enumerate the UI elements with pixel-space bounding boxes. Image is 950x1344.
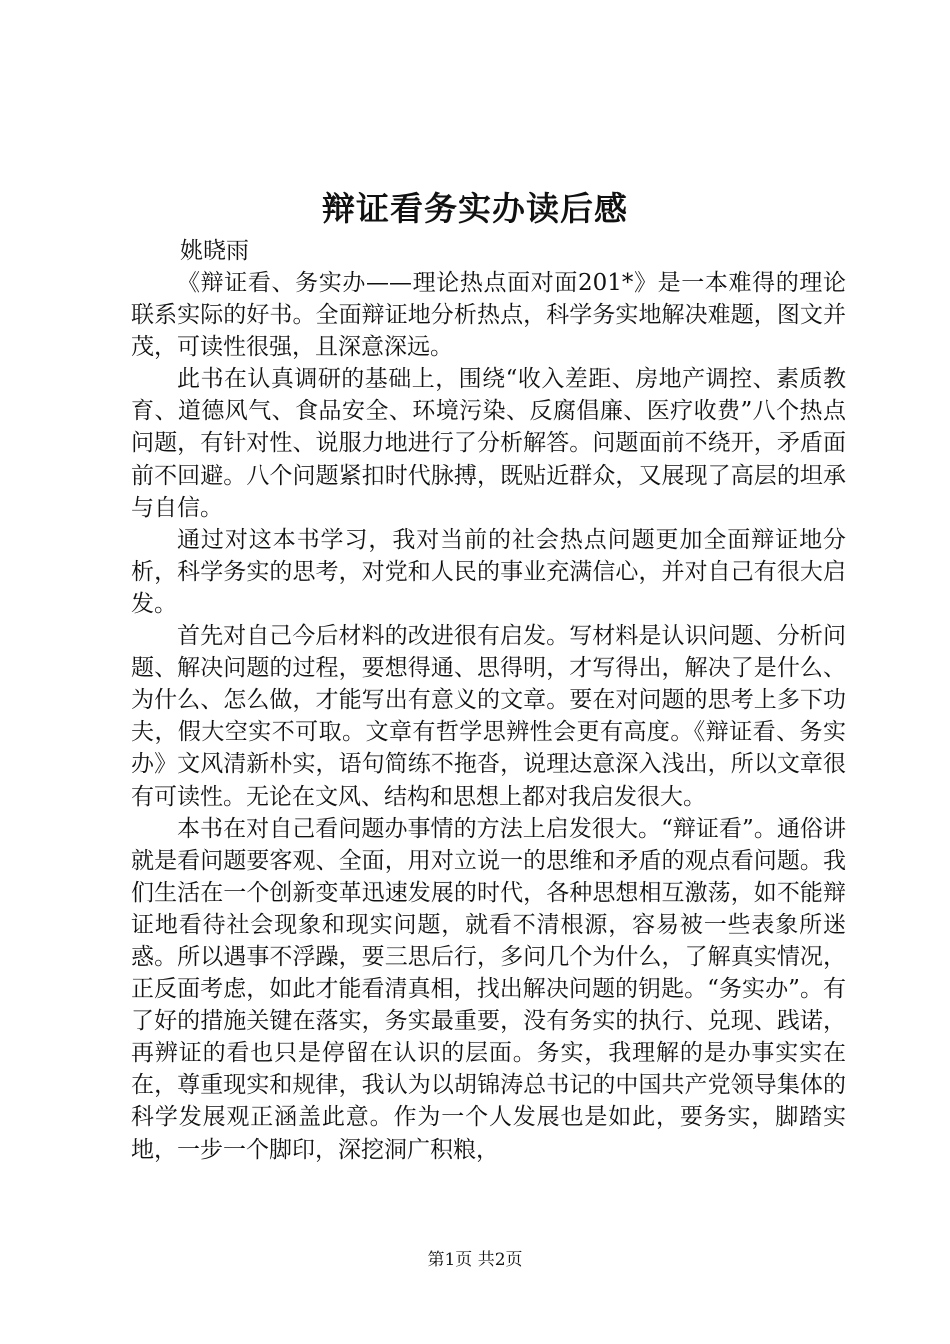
- paragraph: 通过对这本书学习，我对当前的社会热点问题更加全面辩证地分析，科学务实的思考，对党和人民的事业充满信心，并对自己有很大启发。: [131, 526, 846, 617]
- paragraph: 《辩证看、务实办——理论热点面对面201*》是一本难得的理论联系实际的好书。全面辩证地分析热点，科学务实地解决难题，图文并茂，可读性很强，且深意深远。: [131, 270, 846, 361]
- paragraph: 首先对自己今后材料的改进很有启发。写材料是认识问题、分析问题、解决问题的过程，要想得通、思得明，才写得出，解决了是什么、为什么、怎么做，才能写出有意义的文章。要在对问题的思考上多下功夫，假大空实不可取。文章有哲学思辨性会更有高度。《辩证看、务实办》文风清新朴实，语句简练不拖沓，说理达意深入浅出，所以文章很有可读性。无论在文风、结构和思想上都对我启发很大。: [131, 623, 846, 810]
- document-body: [131, 267, 846, 1166]
- paragraph: 此书在认真调研的基础上，围绕“收入差距、房地产调控、素质教育、道德风气、食品安全、环境污染、反腐倡廉、医疗收费”八个热点问题，有针对性、说服力地进行了分析解答。问题面前不绕开，矛盾面前不回避。八个问题紧扣时代脉搏，既贴近群众，又展现了高层的坦承与自信。: [131, 366, 846, 521]
- paragraph: 本书在对自己看问题办事情的方法上启发很大。“辩证看”。通俗讲就是看问题要客观、全面，用对立说一的思维和矛盾的观点看问题。我们生活在一个创新变革迅速发展的时代，各种思想相互激荡，如不能辩证地看待社会现象和现实问题，就看不清根源，容易被一些表象所迷惑。所以遇事不浮躁，要三思后行，多问几个为什么，了解真实情况，正反面考虑，如此才能看清真相，找出解决问题的钥匙。“务实办”。有了好的措施关键在落实，务实最重要，没有务实的执行、兑现、践诺，再辨证的看也只是停留在认识的层面。务实，我理解的是办事实实在在，尊重现实和规律，我认为以胡锦涛总书记的中国共产党领导集体的科学发展观正涵盖此意。作为一个人发展也是如此，要务实，脚踏实地，一步一个脚印，深挖洞广积粮，: [131, 815, 846, 1163]
- author-name: 姚晓雨: [180, 238, 249, 264]
- document-title: 辩证看务实办读后感: [322, 189, 628, 228]
- page-footer: 第1页 共2页: [427, 1250, 523, 1270]
